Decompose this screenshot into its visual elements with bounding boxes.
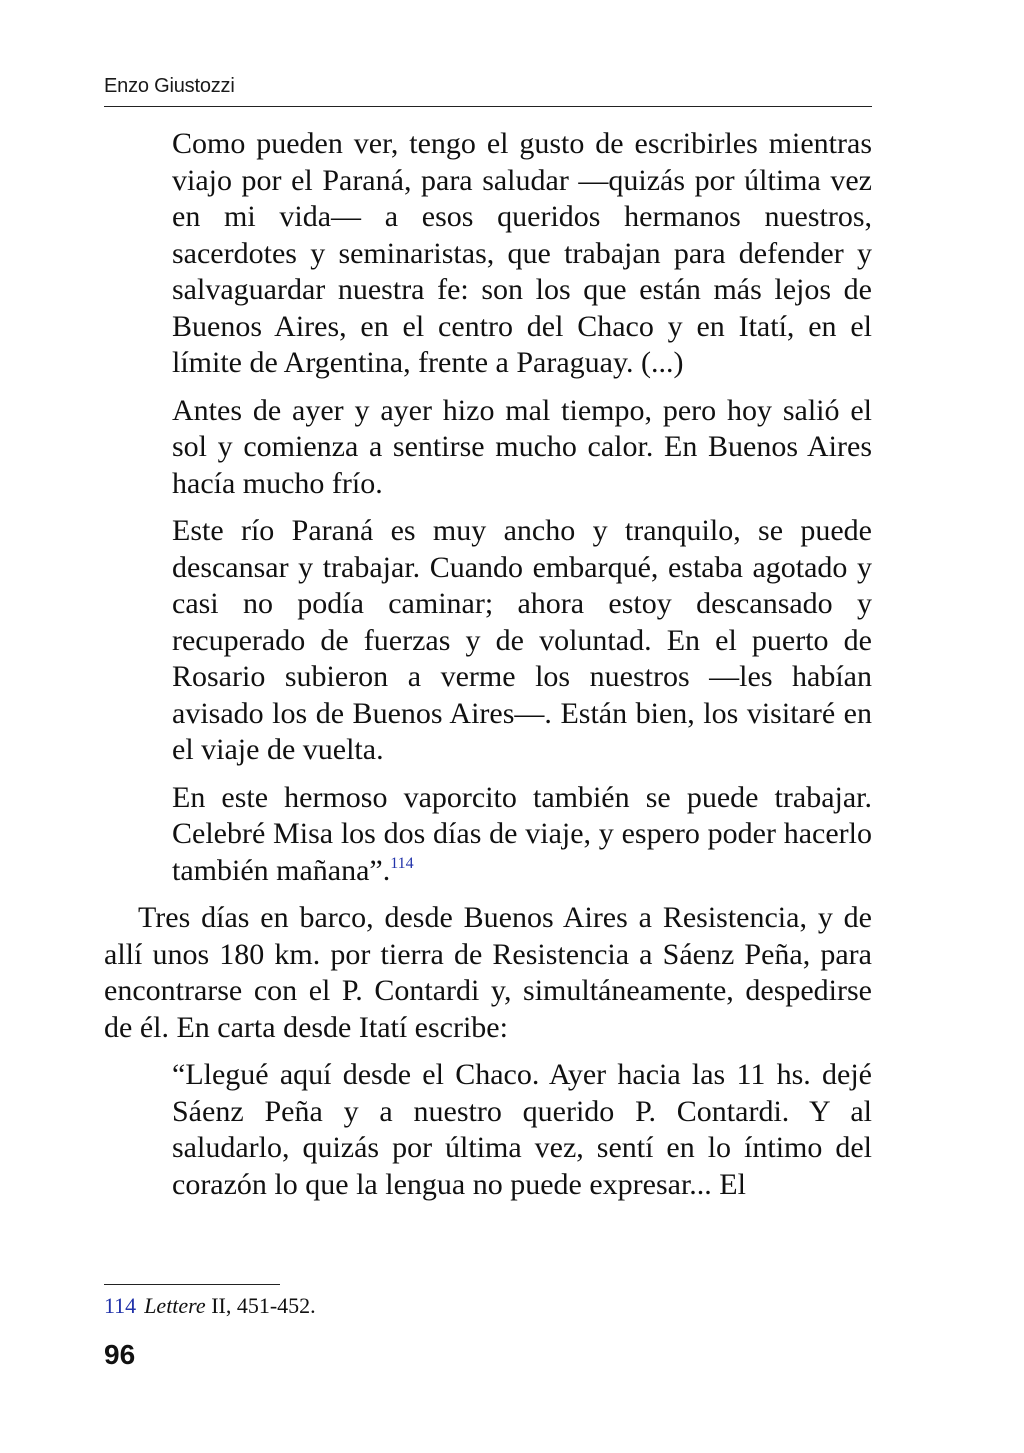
quote-paragraph-1: Como pueden ver, tengo el gusto de escribirles mientras viajo por el Paraná, para saludar —quizás por última vez en mi vida— a esos queridos hermanos nuestros, sacerdotes y seminaristas, que trabajan para defender y salvaguardar nuestra fe: son los que están más lejos de Buenos Aires, en el centro del Chaco y en Itatí, en el límite de Argentina, frente a Paraguay. (...) (172, 127, 872, 379)
page-number: 96 (104, 1339, 136, 1370)
footnote-source-title: Lettere (144, 1293, 206, 1318)
footnote-rule (104, 1284, 280, 1285)
quote-paragraph-5: “Llegué aquí desde el Chaco. Ayer hacia las 11 hs. dejé Sáenz Peña y a nuestro querido P. Contardi. Y al saludarlo, quizás por última vez, sentí en lo íntimo del corazón lo que la lengua no puede expresar... El (172, 1058, 872, 1201)
header-rule (104, 106, 872, 107)
quote-paragraph-3: Este río Paraná es muy ancho y tranquilo, se puede descansar y trabajar. Cuando embarqué, estaba agotado y casi no podía caminar; ahora estoy descansado y recuperado de fuerzas y de voluntad. En el puerto de Rosario subieron a verme los nuestros —les habían avisado los de Buenos Aires—. Están bien, los visitaré en el viaje de vuelta. (172, 514, 872, 766)
footnote-number: 114 (104, 1293, 137, 1318)
body-paragraph: Tres días en barco, desde Buenos Aires a Resistencia, y de allí unos 180 km. por tierra de Resistencia a Sáenz Peña, para encontrarse con el P. Contardi y, simultáneamente, despedirse de él. En carta desde Itatí escribe: (104, 901, 872, 1044)
footnote-source-reference: II, 451-452. (205, 1293, 316, 1318)
footnote (104, 1292, 316, 1320)
quote-paragraph-4 (104, 780, 872, 890)
running-head-author: Enzo Giustozzi (104, 75, 235, 97)
quote-paragraph-4-text: En este hermoso vaporcito también se puede trabajar. Celebré Misa los dos días de viaje, y espero poder hacerlo también mañana”. (172, 780, 872, 887)
quote-paragraph-2: Antes de ayer y ayer hizo mal tiempo, pero hoy salió el sol y comienza a sentirse mucho calor. En Buenos Aires hacía mucho frío. (172, 393, 872, 500)
main-text (104, 126, 872, 1214)
footnote-reference-link[interactable]: 114 (390, 854, 414, 872)
